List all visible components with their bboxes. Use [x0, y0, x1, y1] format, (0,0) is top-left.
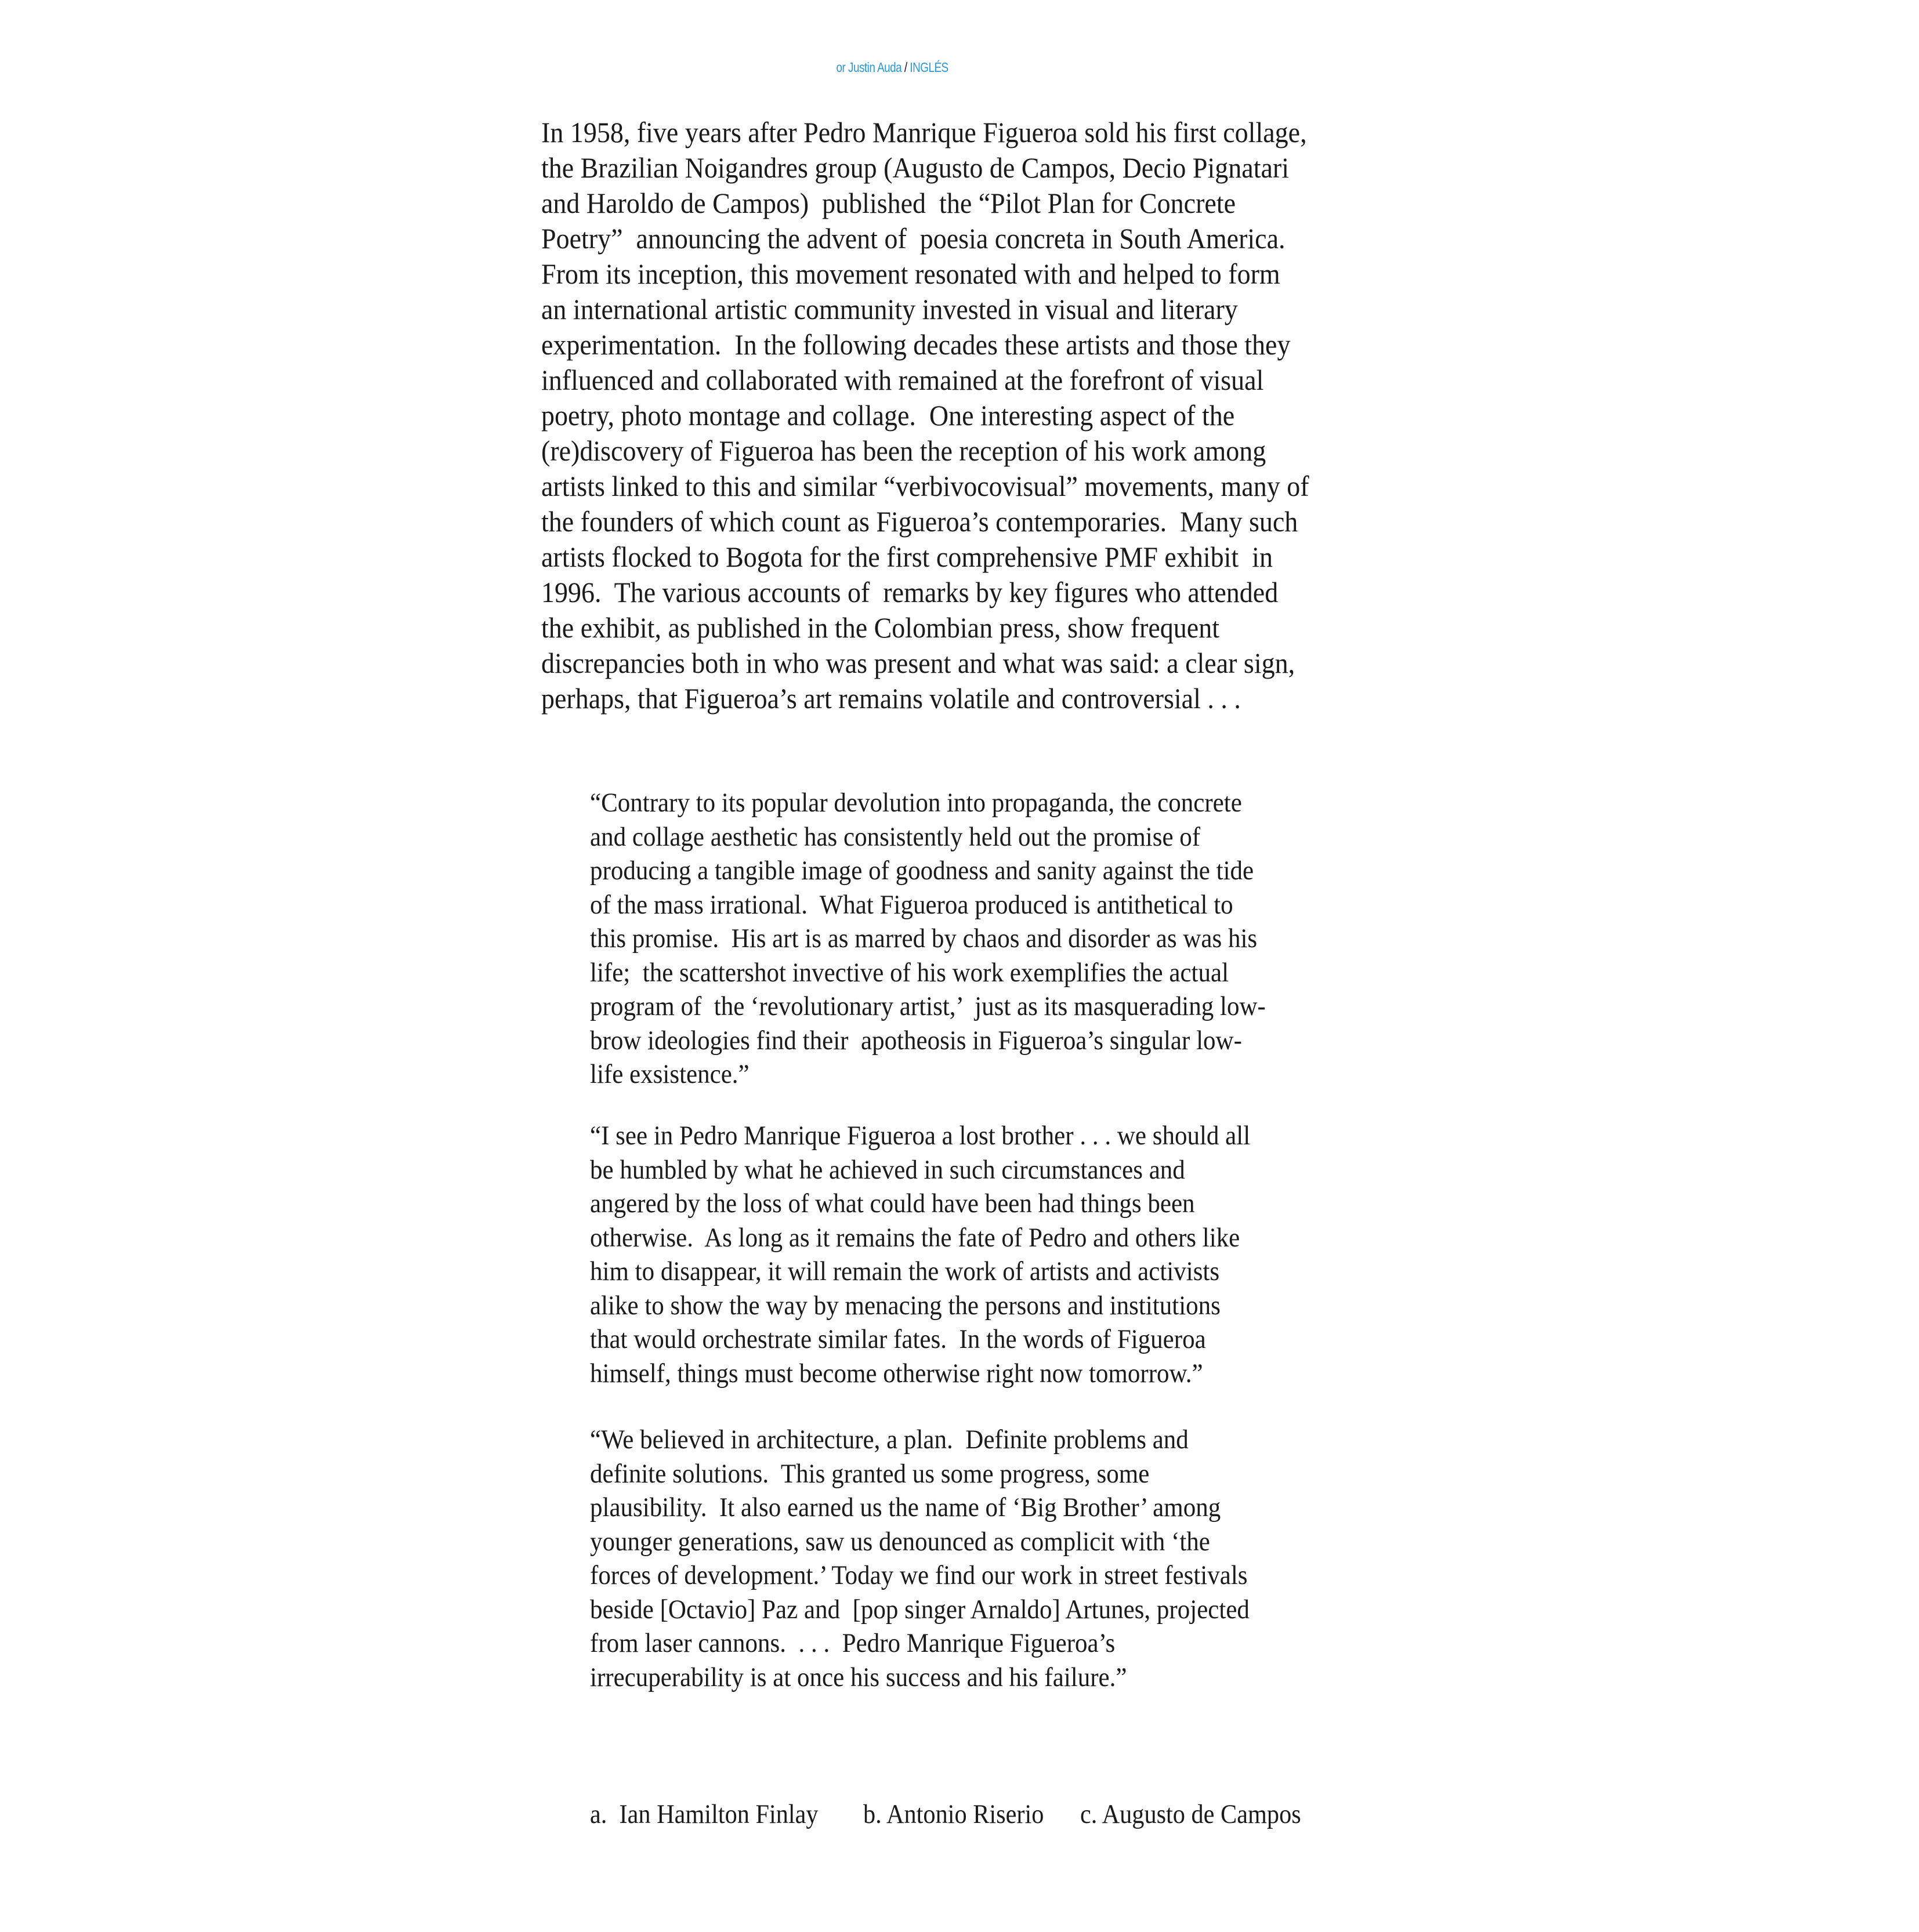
page-header: [831, 43, 948, 75]
header-separator: /: [901, 60, 910, 75]
paragraph-line: the Brazilian Noigandres group (Augusto de Campos, Decio Pignatari: [541, 151, 1289, 184]
quote-line: program of the ‘revolutionary artist,’ just as its masquerading low-: [590, 991, 1266, 1021]
attribution-options: [590, 1797, 1301, 1932]
quote-line: otherwise. As long as it remains the fate of Pedro and others like: [590, 1222, 1240, 1253]
quote-line: him to disappear, it will remain the work of artists and activists: [590, 1256, 1220, 1286]
paragraph-line: Poetry” announcing the advent of poesia concreta in South America.: [541, 222, 1286, 255]
paragraph-line: the exhibit, as published in the Colombian press, show frequent: [541, 611, 1219, 644]
quote-line: of the mass irrational. What Figueroa produced is antithetical to: [590, 889, 1233, 920]
quote-line: brow ideologies find their apotheosis in Figueroa’s singular low-: [590, 1025, 1242, 1056]
paragraph-line: (re)discovery of Figueroa has been the reception of his work among: [541, 434, 1266, 467]
quote-line: irrecuperability is at once his success and his failure.”: [590, 1662, 1127, 1692]
quote-a: [590, 786, 1328, 1092]
quote-line: producing a tangible image of goodness and sanity against the tide: [590, 856, 1254, 886]
paragraph-line: artists linked to this and similar “verbivocovisual” movements, many of: [541, 470, 1309, 502]
quote-line: “Contrary to its popular devolution into propaganda, the concrete: [590, 788, 1242, 818]
quote-line: from laser cannons. . . . Pedro Manrique Figueroa’s: [590, 1628, 1116, 1658]
quote-line: alike to show the way by menacing the persons and institutions: [590, 1290, 1221, 1321]
paragraph-line: In 1958, five years after Pedro Manrique Figueroa sold his first collage,: [541, 116, 1307, 148]
quote-line: that would orchestrate similar fates. In the words of Figueroa: [590, 1324, 1206, 1354]
intro-paragraph: [541, 115, 1376, 716]
quote-line: forces of development.’ Today we find our work in street festivals: [590, 1560, 1248, 1590]
quote-b: [590, 1119, 1312, 1390]
attribution-option-a: a. Ian Hamilton Finlay: [590, 1799, 819, 1829]
quote-line: younger generations, saw us denounced as complicit with ‘the: [590, 1526, 1210, 1557]
paragraph-line: the founders of which count as Figueroa’s contemporaries. Many such: [541, 505, 1298, 538]
attribution-option-b: b. Antonio Riserio: [863, 1799, 1044, 1829]
quote-line: plausibility. It also earned us the name of ‘Big Brother’ among: [590, 1492, 1221, 1523]
header-language: INGLÉS: [910, 60, 948, 75]
paragraph-line: experimentation. In the following decades these artists and those they: [541, 328, 1291, 361]
quote-line: and collage aesthetic has consistently held out the promise of: [590, 821, 1201, 852]
attribution-option-c: c. Augusto de Campos: [1080, 1799, 1301, 1829]
quote-line: be humbled by what he achieved in such circumstances and: [590, 1154, 1185, 1185]
quote-c: [590, 1423, 1311, 1694]
paragraph-line: poetry, photo montage and collage. One interesting aspect of the: [541, 399, 1235, 432]
quote-line: definite solutions. This granted us some progress, some: [590, 1458, 1150, 1489]
paragraph-line: and Haroldo de Campos) published the “Pilot Plan for Concrete: [541, 187, 1236, 219]
quote-line: life exsistence.”: [590, 1059, 750, 1089]
paragraph-line: influenced and collaborated with remained at the forefront of visual: [541, 364, 1264, 396]
paragraph-line: From its inception, this movement resonated with and helped to form: [541, 258, 1280, 290]
quote-line: this promise. His art is as marred by chaos and disorder as was his: [590, 923, 1258, 954]
quote-line: himself, things must become otherwise right now tomorrow.”: [590, 1358, 1203, 1389]
paragraph-line: an international artistic community invested in visual and literary: [541, 293, 1238, 325]
header-author: or Justin Auda: [836, 60, 902, 75]
quote-line: beside [Octavio] Paz and [pop singer Arnaldo] Artunes, projected: [590, 1594, 1250, 1625]
paragraph-line: perhaps, that Figueroa’s art remains volatile and controversial . . .: [541, 682, 1241, 715]
quote-line: angered by the loss of what could have been had things been: [590, 1188, 1195, 1219]
quote-line: life; the scattershot invective of his work exemplifies the actual: [590, 957, 1229, 988]
paragraph-line: 1996. The various accounts of remarks by key figures who attended: [541, 576, 1279, 608]
paragraph-line: discrepancies both in who was present and what was said: a clear sign,: [541, 647, 1295, 679]
quote-line: “We believed in architecture, a plan. Definite problems and: [590, 1424, 1189, 1455]
paragraph-line: artists flocked to Bogota for the first comprehensive PMF exhibit in: [541, 541, 1273, 573]
quote-line: “I see in Pedro Manrique Figueroa a lost brother . . . we should all: [590, 1121, 1251, 1151]
